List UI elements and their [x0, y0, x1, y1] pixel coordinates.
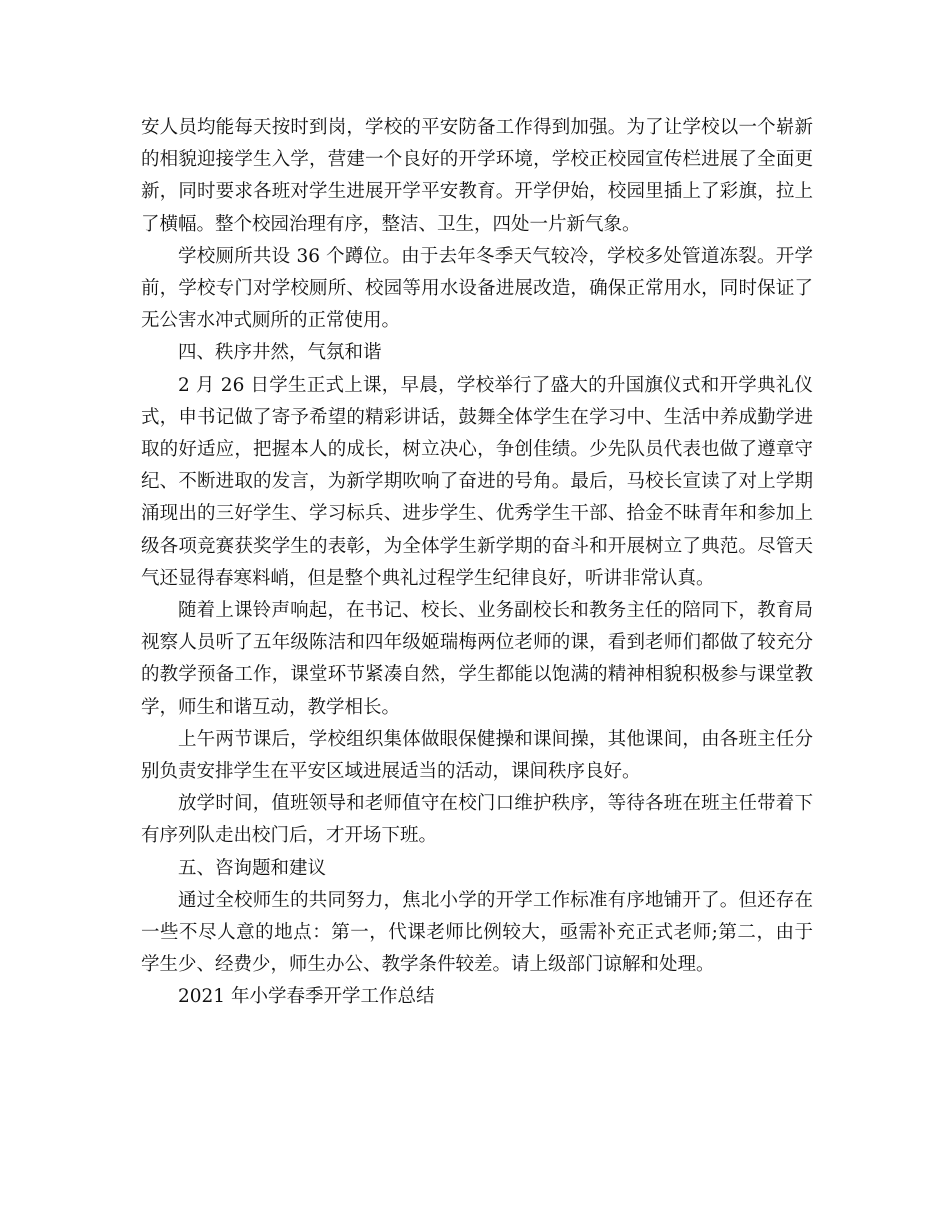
- section-heading-order-and-harmony: 四、秩序井然，气氛和谐: [178, 342, 382, 364]
- paragraph-break-exercises: 上午两节课后，学校组织集体做眼保健操和课间操，其他课间，由各班主任分别负责安排学生在平安区域进展适当的活动，课间秩序良好。: [141, 728, 813, 783]
- paragraph-remaining-issues: 通过全校师生的共同努力，焦北小学的开学工作标准有序地铺开了。但还存在一些不尽人意的地点：第一，代课老师比例较大，亟需补充正式老师;第二，由于学生少、经费少，师生办公、教学条件较差。请上级部门谅解和处理。: [141, 889, 813, 976]
- document-body: [141, 112, 813, 1014]
- paragraph-class-inspection: 随着上课铃声响起，在书记、校长、业务副校长和教务主任的陪同下，教育局视察人员听了五年级陈洁和四年级姬瑞梅两位老师的课，看到老师们都做了较充分的教学预备工作，课堂环节紧凑自然，学生都能以饱满的精神相貌积极参与课堂教学，师生和谐互动，教学相长。: [141, 600, 813, 718]
- paragraph-toilet-renovation: 学校厕所共设 36 个蹲位。由于去年冬季天气较冷，学校多处管道冻裂。开学前，学校专门对学校厕所、校园等用水设备进展改造，确保正常用水，同时保证了无公害水冲式厕所的正常使用。: [141, 245, 813, 332]
- document-title-next: 2021 年小学春季开学工作总结: [178, 986, 435, 1008]
- paragraph-dismissal-order: 放学时间，值班领导和老师值守在校门口维护秩序，等待各班在班主任带着下有序列队走出校门后，才开场下班。: [141, 793, 813, 847]
- paragraph-opening-ceremony: 2 月 26 日学生正式上课，早晨，学校举行了盛大的升国旗仪式和开学典礼仪式，申书记做了寄予希望的精彩讲话，鼓舞全体学生在学习中、生活中养成勤学进取的好适应，把握本人的成长，树立决心，争创佳绩。少先队员代表也做了遵章守纪、不断进取的发言，为新学期吹响了奋进的号角。最后，马校长宣读了对上学期涌现出的三好学生、学习标兵、进步学生、优秀学生干部、拾金不昧青年和参加上级各项竞赛获奖学生的表彰，为全体学生新学期的奋斗和开展树立了典范。尽管天气还显得春寒料峭，但是整个典礼过程学生纪律良好，听讲非常认真。: [141, 374, 813, 589]
- paragraph-security-and-campus-renewal: 安人员均能每天按时到岗，学校的平安防备工作得到加强。为了让学校以一个崭新的相貌迎接学生入学，营建一个良好的开学环境，学校正校园宣传栏进展了全面更新，同时要求各班对学生进展开学平安教育。开学伊始，校园里插上了彩旗，拉上了横幅。整个校园治理有序，整洁、卫生，四处一片新气象。: [141, 117, 813, 235]
- section-heading-issues-and-suggestions: 五、咨询题和建议: [178, 857, 327, 879]
